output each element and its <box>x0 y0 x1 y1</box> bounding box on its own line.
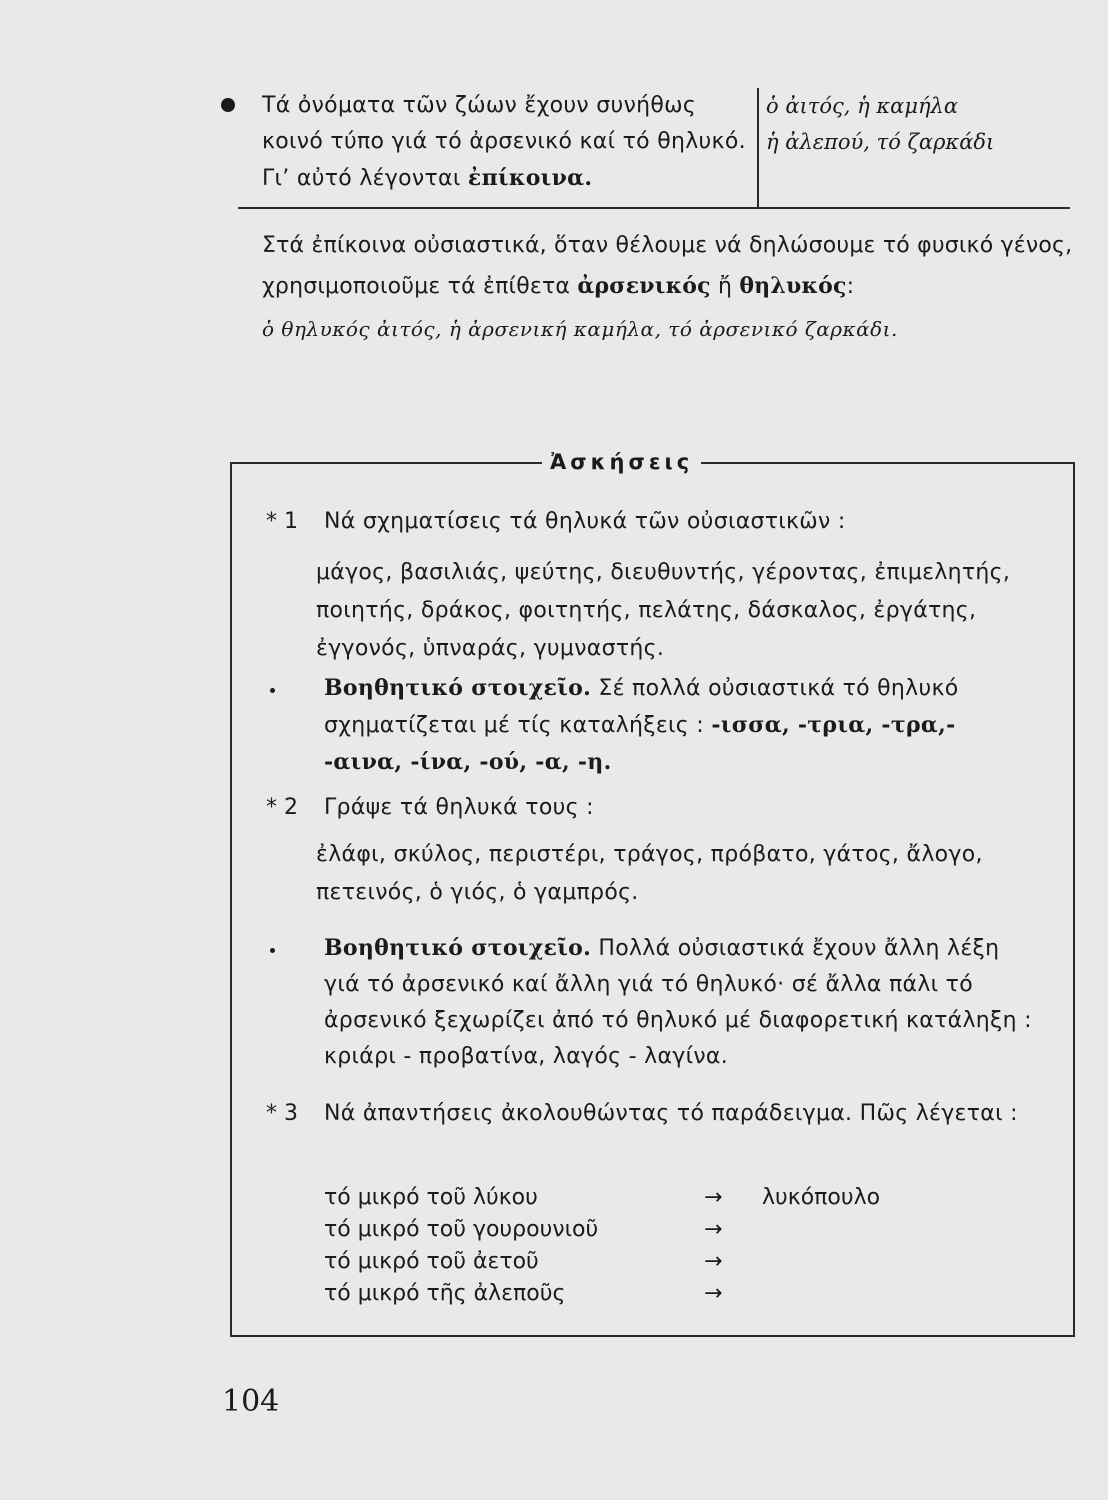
table-row-left: τό μικρό τοῦ ἀετοῦ <box>324 1249 539 1274</box>
epikoina-paragraph <box>262 226 1077 307</box>
hint-1-endings: -ισσα, -τρια, -τρα,- -αινα, -ίνα, -ού, -α, -η. <box>324 712 956 775</box>
epikoina-bold-masculine: ἀρσενικός <box>577 273 711 299</box>
hint-1-bullet-icon <box>270 688 275 693</box>
exercise-3-marker: * 3 <box>266 1101 298 1126</box>
hint-2-text: Πολλά οὐσιαστικά ἔχουν ἄλλη λέξη γιά τό ἀρσενικό καί ἄλλη γιά τό θηλυκό· σέ ἄλλα πάλι τό ἀρσενικό ξεχωρίζει ἀπό τό θηλυκό μέ διαφορετική κατάληξη : κριάρι - προβατίνα, λαγός - λαγίνα. <box>324 936 1032 1069</box>
epikoina-colon: : <box>846 274 855 299</box>
intro-examples <box>766 88 1066 160</box>
intro-example-2: ἡ ἀλεπού, τό ζαρκάδι <box>766 130 995 154</box>
horizontal-divider <box>238 207 1070 209</box>
table-row-left: τό μικρό τοῦ λύκου <box>324 1185 538 1210</box>
intro-text: Τά ὀνόματα τῶν ζώων ἔχουν συνήθως κοινό τύπο γιά τό ἀρσενικό καί τό θηλυκό. Γι’ αὐτό λέγονται <box>262 93 746 191</box>
table-row-left: τό μικρό τοῦ γουρουνιοῦ <box>324 1217 599 1242</box>
epikoina-bold-feminine: θηλυκός <box>739 273 847 299</box>
hint-2 <box>324 930 1036 1075</box>
table-row-left: τό μικρό τῆς ἀλεποῦς <box>324 1281 566 1306</box>
exercises-box <box>230 450 1075 1337</box>
arrow-icon: → <box>704 1217 723 1242</box>
page-number: 104 <box>222 1384 280 1419</box>
arrow-icon: → <box>704 1185 723 1210</box>
intro-paragraph <box>262 88 752 197</box>
hint-1-text: Σέ πολλά οὐσιαστικά τό θηλυκό σχηματίζεται μέ τίς καταλήξεις : <box>324 676 959 738</box>
exercises-title: Ἀσκήσεις <box>542 450 701 474</box>
hint-1-label: Βοηθητικό στοιχεῖο. <box>324 675 592 701</box>
intro-example-1: ὁ ἀιτός, ἡ καμήλα <box>766 94 959 118</box>
epikoina-or: ἤ <box>717 274 733 299</box>
hint-1 <box>324 670 1036 781</box>
exercise-1-prompt: Νά σχηματίσεις τά θηλυκά τῶν οὐσιαστικῶν : <box>324 509 846 534</box>
epikoina-example: ὁ θηλυκός ἀιτός, ἡ ἀρσενική καμήλα, τό ἀρσενικό ζαρκάδι. <box>262 317 898 341</box>
exercise-1-words: μάγος, βασιλιάς, ψεύτης, διευθυντής, γέροντας, ἐπιμελητής, ποιητής, δράκος, φοιτητής, πελάτης, δάσκαλος, ἐργάτης, ἐγγονός, ὑπναράς, γυμναστής. <box>316 560 1011 661</box>
vertical-divider <box>757 88 759 208</box>
exercise-3-prompt: Νά ἀπαντήσεις ἀκολουθώντας τό παράδειγμα. Πῶς λέγεται : <box>324 1101 1018 1126</box>
exercise-2-words: ἐλάφι, σκύλος, περιστέρι, τράγος, πρόβατο, γάτος, ἄλογο, πετεινός, ὁ γιός, ὁ γαμπρός. <box>316 842 983 905</box>
exercise-2-marker: * 2 <box>266 795 298 820</box>
hint-2-bullet-icon <box>270 948 275 953</box>
hint-2-label: Βοηθητικό στοιχεῖο. <box>324 935 592 961</box>
arrow-icon: → <box>704 1281 723 1306</box>
arrow-icon: → <box>704 1249 723 1274</box>
bullet-icon <box>221 98 235 112</box>
exercise-1-marker: * 1 <box>266 509 298 534</box>
epikoina-text: Στά ἐπίκοινα οὐσιαστικά, ὅταν θέλουμε νά δηλώσουμε τό φυσικό γένος, χρησιμοποιοῦμε τά ἐπίθετα <box>262 233 1073 299</box>
exercise-2-prompt: Γράψε τά θηλυκά τους : <box>324 795 594 820</box>
table-row-answer: λυκόπουλο <box>762 1185 881 1210</box>
intro-bold-term: ἐπίκοινα. <box>467 165 593 191</box>
